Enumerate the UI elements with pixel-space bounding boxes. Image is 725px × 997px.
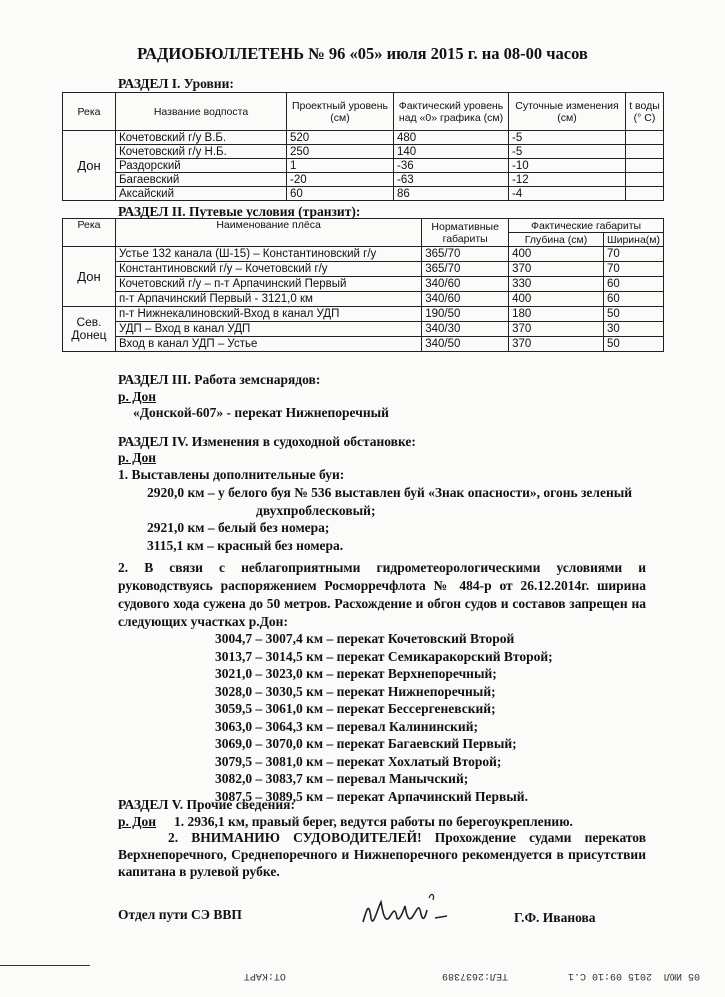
- design-cell: -20: [287, 173, 394, 187]
- fax-line: 05 ИЮЛ 2015 09:10 С.1 ТЕЛ:2637389 ОТ:КАРТ: [243, 970, 700, 981]
- post-cell: Багаевский: [116, 173, 287, 187]
- reach-cell: Вход в канал УДП – Устье: [115, 337, 421, 352]
- signer-name: Г.Ф. Иванова: [514, 910, 596, 925]
- temp-cell: [626, 173, 664, 187]
- norm-cell: 340/50: [422, 337, 509, 352]
- route-table: [62, 218, 664, 352]
- section3-river: р. Дон: [118, 389, 157, 404]
- col-post: Название водпоста: [116, 93, 287, 131]
- divider: [0, 965, 90, 966]
- norm-cell: 340/60: [422, 277, 509, 292]
- list-item: 3069,0 – 3070,0 км – перекат Багаевский Первый;: [215, 736, 517, 751]
- post-cell: Аксайский: [116, 187, 287, 201]
- river-cell: Дон: [63, 247, 116, 307]
- col-temp: t воды (° С): [626, 93, 664, 131]
- col-reach: Наименование плёса: [115, 219, 421, 247]
- depth-cell: 330: [509, 277, 604, 292]
- section4-river: р. Дон: [118, 450, 157, 465]
- depth-cell: 370: [509, 262, 604, 277]
- actual-cell: 86: [394, 187, 509, 201]
- temp-cell: [626, 159, 664, 173]
- reach-cell: Устье 132 канала (Ш-15) – Константиновский г/у: [115, 247, 421, 262]
- table-row: [63, 337, 664, 352]
- width-cell: 70: [603, 262, 663, 277]
- section4-heading: РАЗДЕЛ IV. Изменения в судоходной обстановке:: [118, 434, 416, 449]
- width-cell: 70: [603, 247, 663, 262]
- river-cell: Дон: [63, 131, 116, 201]
- width-cell: 30: [603, 322, 663, 337]
- table-row: [63, 131, 664, 145]
- levels-table: [62, 92, 664, 201]
- actual-cell: -63: [394, 173, 509, 187]
- section5-river: р. Дон: [118, 814, 157, 829]
- table-row: [63, 277, 664, 292]
- signature: [355, 888, 455, 938]
- design-cell: 250: [287, 145, 394, 159]
- col-norm: Нормативные габариты: [422, 219, 509, 247]
- norm-cell: 340/30: [422, 322, 509, 337]
- list-item: 3004,7 – 3007,4 км – перекат Кочетовский Второй: [215, 631, 515, 646]
- depth-cell: 400: [509, 292, 604, 307]
- table-row: [63, 307, 664, 322]
- restriction-paragraph: 2. В связи с неблагоприятными гидрометеорологическими условиями и руководствуясь распоряжением Росморречфлота № 484-р от 26.12.2014г. ширина судового хода сужена до 50 метров. Расхождение и обгон судов и составов запрещен на следующих участках р.Дон:: [118, 560, 646, 629]
- notice-paragraph: 2. ВНИМАНИЮ СУДОВОДИТЕЛЕЙ! Прохождение судами перекатов Верхнепоречного, Среднепоречного и Нижнепоречного рекомендуется в присутствии капитана в рулевой рубке.: [118, 830, 646, 879]
- table-row: [63, 187, 664, 201]
- depth-cell: 370: [509, 337, 604, 352]
- department: Отдел пути СЭ ВВП: [118, 907, 242, 922]
- table-row: [63, 262, 664, 277]
- section1-heading: РАЗДЕЛ I. Уровни:: [118, 76, 234, 91]
- width-cell: 50: [603, 337, 663, 352]
- list-item: 3063,0 – 3064,3 км – перевал Калининский;: [215, 718, 478, 734]
- col-design: Проектный уровень (см): [287, 93, 394, 131]
- river-cell: Сев. Донец: [63, 307, 116, 352]
- table-row: [63, 159, 664, 173]
- temp-cell: [626, 131, 664, 145]
- table-row: [63, 322, 664, 337]
- temp-cell: [626, 145, 664, 159]
- depth-cell: 180: [509, 307, 604, 322]
- list-item: 3079,5 – 3081,0 км – перекат Хохлатый Второй;: [215, 753, 502, 769]
- col-actual: Фактический уровень над «0» графика (см): [394, 93, 509, 131]
- list-item: 3059,5 – 3061,0 км – перекат Бессергеневский;: [215, 701, 496, 716]
- width-cell: 60: [603, 277, 663, 292]
- width-cell: 60: [603, 292, 663, 307]
- actual-cell: 480: [394, 131, 509, 145]
- col-depth: Глубина (см): [509, 233, 604, 247]
- restricted-sites: [215, 630, 553, 805]
- change-cell: -10: [509, 159, 626, 173]
- width-cell: 50: [603, 307, 663, 322]
- actual-cell: -36: [394, 159, 509, 173]
- list-item: 3021,0 – 3023,0 км – перекат Верхнепоречный;: [215, 666, 497, 681]
- works-item: 1. 2936,1 км, правый берег, ведутся работы по берегоукреплению.: [174, 814, 573, 829]
- list-item: 3082,0 – 3083,7 км – перевал Манычский;: [215, 771, 469, 786]
- reach-cell: п-т Арпачинский Первый - 3121,0 км: [115, 292, 421, 307]
- depth-cell: 400: [509, 247, 604, 262]
- norm-cell: 340/60: [422, 292, 509, 307]
- table-row: [63, 292, 664, 307]
- temp-cell: [626, 187, 664, 201]
- buoy-line: 2920,0 км – у белого буя № 536 выставлен буй «Знак опасности», огонь зеленый: [147, 485, 633, 500]
- norm-cell: 365/70: [422, 262, 509, 277]
- post-cell: Кочетовский г/у В.Б.: [116, 131, 287, 145]
- reach-cell: Кочетовский г/у – п-т Арпачинский Первый: [115, 277, 421, 292]
- actual-cell: 140: [394, 145, 509, 159]
- table-row: [63, 145, 664, 159]
- buoy-line: 3115,1 км – красный без номера.: [147, 538, 344, 553]
- change-cell: -12: [509, 173, 626, 187]
- buoys-item: 1. Выставлены дополнительные буи:: [118, 467, 345, 482]
- buoy-line: 2921,0 км – белый без номера;: [147, 520, 330, 535]
- post-cell: Кочетовский г/у Н.Б.: [116, 145, 287, 159]
- col-river: Река: [63, 219, 116, 247]
- norm-cell: 190/50: [422, 307, 509, 322]
- norm-cell: 365/70: [422, 247, 509, 262]
- col-width: Ширина(м): [603, 233, 663, 247]
- change-cell: -5: [509, 131, 626, 145]
- section5-heading: РАЗДЕЛ V. Прочие сведения:: [118, 797, 295, 812]
- dredger-line: «Донской-607» - перекат Нижнепоречный: [133, 405, 389, 420]
- col-change: Суточные изменения (см): [509, 93, 626, 131]
- section2-heading: РАЗДЕЛ II. Путевые условия (транзит):: [118, 204, 361, 219]
- list-item: 3087,5 – 3089,5 км – перекат Арпачинский Первый.: [215, 788, 528, 804]
- section3-heading: РАЗДЕЛ III. Работа земснарядов:: [118, 372, 321, 387]
- depth-cell: 370: [509, 322, 604, 337]
- table-row: [63, 173, 664, 187]
- change-cell: -5: [509, 145, 626, 159]
- reach-cell: УДП – Вход в канал УДП: [115, 322, 421, 337]
- design-cell: 520: [287, 131, 394, 145]
- list-item: 3028,0 – 3030,5 км – перекат Нижнепоречный;: [215, 683, 496, 699]
- list-item: 3013,7 – 3014,5 км – перекат Семикаракорский Второй;: [215, 648, 553, 664]
- col-river: Река: [63, 93, 116, 131]
- reach-cell: п-т Нижнекалиновский-Вход в канал УДП: [115, 307, 421, 322]
- design-cell: 1: [287, 159, 394, 173]
- table-row: [63, 247, 664, 262]
- post-cell: Раздорский: [116, 159, 287, 173]
- change-cell: -4: [509, 187, 626, 201]
- col-actual: Фактические габариты: [509, 219, 664, 233]
- design-cell: 60: [287, 187, 394, 201]
- buoy-line: двухпроблесковый;: [256, 503, 376, 518]
- reach-cell: Константиновский г/у – Кочетовский г/у: [115, 262, 421, 277]
- bulletin-title: РАДИОБЮЛЛЕТЕНЬ № 96 «05» июля 2015 г. на 08-00 часов: [137, 44, 588, 63]
